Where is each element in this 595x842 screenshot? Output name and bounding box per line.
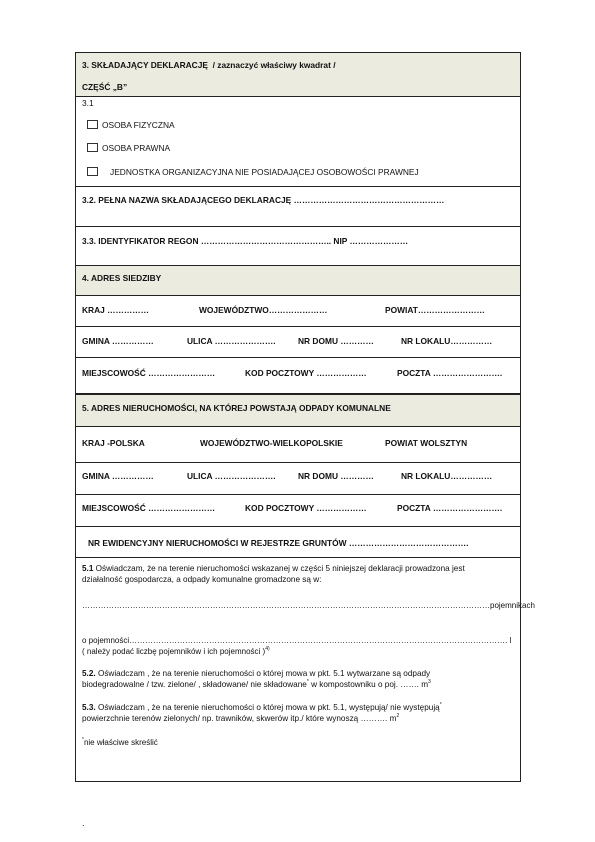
declaration-text: Oświadczam, że na terenie nieruchomości wskazanej w części 5 niniejszej deklaracji prowadzona jest <box>95 564 465 573</box>
container-capacity-field[interactable]: o pojemności……………………………………………………………………………………………………………………………. l <box>82 636 512 645</box>
capacity-note <box>82 648 270 656</box>
kod-pocztowy-field[interactable]: KOD POCZTOWY ……………… <box>245 503 367 513</box>
declaration-5-2 <box>82 669 516 690</box>
declaration-text: biodegradowalne / tzw. zielone/ , składowane/ nie składowane <box>82 679 307 689</box>
footnote <box>82 739 158 747</box>
option-jednostka[interactable] <box>87 167 419 176</box>
declarations-block <box>76 558 535 781</box>
registry-number-field[interactable]: NR EWIDENCYJNY NIERUCHOMOŚCI W REJESTRZE GRUNTÓW ……………………………………. <box>88 538 469 548</box>
asterisk-mark: * <box>82 737 84 743</box>
wojewodztwo-field[interactable]: WOJEWÓDZTWO………………… <box>199 305 328 315</box>
section3-header <box>76 53 520 97</box>
section4-row3 <box>76 358 520 394</box>
section5-row2 <box>76 463 520 495</box>
registry-row <box>76 527 520 558</box>
declaration-5-3 <box>82 703 516 724</box>
green-area-field[interactable]: powierzchnie terenów zielonych/ np. trawników, skwerów itp./ które wynoszą ………. m <box>82 713 397 723</box>
declaration-form <box>75 52 535 782</box>
section5-row3 <box>76 495 520 527</box>
declaration-text: działalność gospodarcza, a odpady komunalne gromadzone są w: <box>82 574 322 584</box>
option-label: JEDNOSTKA ORGANIZACYJNA NIE POSIADAJĄCEJ OSOBOWOŚCI PRAWNEJ <box>110 167 419 177</box>
section3-title-note: / zaznaczyć właściwy kwadrat / <box>212 60 336 70</box>
section5-header <box>76 394 520 427</box>
asterisk-mark: * <box>306 678 309 685</box>
containers-count-field[interactable]: ………………………………………………………………………………………………………………………………………pojemnikach <box>82 601 535 610</box>
section3-title-line <box>82 61 336 69</box>
full-name-row <box>76 187 520 227</box>
nr-domu-field[interactable]: NR DOMU ………… <box>298 336 374 346</box>
checkbox[interactable] <box>87 167 98 176</box>
regon-row <box>76 227 520 266</box>
nr-domu-field[interactable]: NR DOMU ………… <box>298 471 374 481</box>
section4-row2 <box>76 327 520 358</box>
asterisk-mark: * <box>439 702 442 708</box>
full-name-field[interactable]: 3.2. PEŁNA NAZWA SKŁADAJĄCEGO DEKLARACJĘ ……………………………………………… <box>82 195 445 205</box>
compost-capacity-field[interactable]: w kompostowniku o poj. ……. m <box>308 679 429 689</box>
wojewodztwo-value: WOJEWÓDZTWO-WIELKOPOLSKIE <box>200 438 343 448</box>
section4-row1 <box>76 296 520 327</box>
miejscowosc-field[interactable]: MIEJSCOWOŚĆ …………………… <box>82 368 216 378</box>
ulica-field[interactable]: ULICA …………………. <box>187 336 276 346</box>
kod-pocztowy-field[interactable]: KOD POCZTOWY ……………… <box>245 368 367 378</box>
nr-lokalu-field[interactable]: NR LOKALU…………… <box>401 336 493 346</box>
declaration-text: Oświadczam , że na terenie nieruchomości o której mowa w pkt. 5.1 wytwarzane są odpady <box>97 669 431 678</box>
powiat-field[interactable]: POWIAT…………………… <box>385 305 485 315</box>
capacity-note-text: ( należy podać liczbę pojemników i ich pojemności ) <box>82 647 266 656</box>
declaration-number: 5.1 <box>82 564 94 573</box>
nr-lokalu-field[interactable]: NR LOKALU…………… <box>401 471 493 481</box>
section4-title: 4. ADRES SIEDZIBY <box>82 273 162 283</box>
section3-title: 3. SKŁADAJĄCY DEKLARACJĘ <box>82 60 208 70</box>
page-mark: . <box>82 818 85 828</box>
declaration-number: 5.3. <box>82 703 96 712</box>
section3-part: CZĘŚĆ „B” <box>82 82 128 92</box>
option-label: OSOBA FIZYCZNA <box>102 120 175 130</box>
unit-exponent: 2 <box>396 712 400 719</box>
option-label: OSOBA PRAWNA <box>102 143 171 153</box>
footnote-text: nie właściwe skreślić <box>83 738 158 747</box>
section5-title: 5. ADRES NIERUCHOMOŚCI, NA KTÓREJ POWSTAJĄ ODPADY KOMUNALNE <box>82 403 391 413</box>
powiat-value: POWIAT WOLSZTYN <box>385 438 468 448</box>
kraj-value: KRAJ -POLSKA <box>82 438 145 448</box>
gmina-field[interactable]: GMINA …………… <box>82 471 154 481</box>
kraj-field[interactable]: KRAJ …………… <box>82 305 150 315</box>
declaration-5-1 <box>82 564 516 585</box>
section4-header <box>76 266 520 296</box>
miejscowosc-field[interactable]: MIEJSCOWOŚĆ …………………… <box>82 503 216 513</box>
checkbox[interactable] <box>87 120 98 129</box>
section3-options-row <box>76 97 520 187</box>
gmina-field[interactable]: GMINA …………… <box>82 336 154 346</box>
regon-nip-field[interactable]: 3.3. IDENTYFIKATOR REGON ……………………………………….. NIP ………………… <box>82 236 409 246</box>
declaration-text: Oświadczam , że na terenie nieruchomości o której mowa w pkt. 5.1, występują/ nie występują <box>97 703 440 712</box>
checkbox[interactable] <box>87 143 98 152</box>
section5-row1 <box>76 427 520 463</box>
option-osoba-fizyczna[interactable] <box>87 120 175 129</box>
subsection-number: 3.1 <box>82 98 94 108</box>
unit-exponent: 3 <box>428 678 431 685</box>
poczta-field[interactable]: POCZTA ……………………. <box>397 503 503 513</box>
poczta-field[interactable]: POCZTA ……………………. <box>397 368 503 378</box>
footnote-ref: 4) <box>265 646 270 652</box>
declaration-number: 5.2. <box>82 669 96 678</box>
ulica-field[interactable]: ULICA …………………. <box>187 471 276 481</box>
option-osoba-prawna[interactable] <box>87 143 170 152</box>
